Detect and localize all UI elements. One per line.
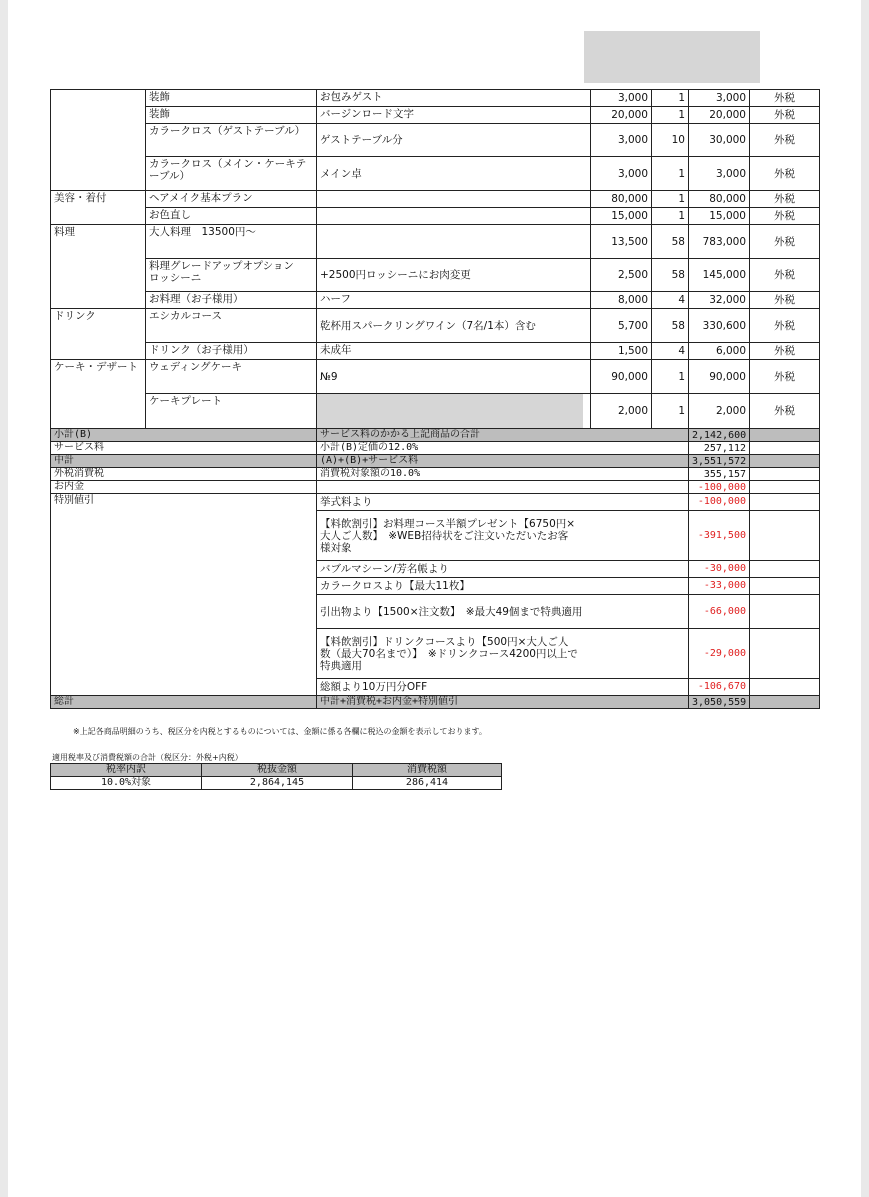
unit-price: 1,500 <box>591 343 652 360</box>
item-name: お色直し <box>146 208 317 225</box>
tax-type: 外税 <box>750 191 820 208</box>
quantity: 1 <box>652 360 689 394</box>
item-detail: +2500円ロッシーニにお肉変更 <box>317 259 591 292</box>
subtotal-row <box>51 429 820 442</box>
item-name: ドリンク（お子様用） <box>146 343 317 360</box>
outer-tax-row <box>51 468 820 481</box>
total-desc: 中計+消費税+お内金+特別値引 <box>317 696 689 709</box>
header-cell: 消費税額 <box>353 764 502 777</box>
item-name: 装飾 <box>146 107 317 124</box>
tax-type: 外税 <box>750 343 820 360</box>
line-amount: 783,000 <box>689 225 750 259</box>
discount-amount: -100,000 <box>689 494 750 511</box>
empty-cell <box>750 595 820 629</box>
service-amount: 257,112 <box>689 442 750 455</box>
empty-cell <box>750 511 820 561</box>
unit-price: 3,000 <box>591 124 652 157</box>
item-detail: №9 <box>317 360 591 394</box>
empty-cell <box>750 481 820 494</box>
unit-price: 80,000 <box>591 191 652 208</box>
tax-type: 外税 <box>750 309 820 343</box>
discount-row <box>51 494 820 511</box>
subtotal-label: 小計(B) <box>51 429 317 442</box>
discount-amount: -30,000 <box>689 561 750 578</box>
deposit-desc <box>317 481 689 494</box>
service-desc: 小計(B)定価の12.0% <box>317 442 689 455</box>
item-row <box>51 208 820 225</box>
page-frame-right <box>861 0 869 1197</box>
empty-cell <box>750 429 820 442</box>
empty-cell <box>750 696 820 709</box>
quantity: 4 <box>652 292 689 309</box>
tax-amount-cell: 286,414 <box>353 777 502 790</box>
unit-price: 3,000 <box>591 90 652 107</box>
discount-desc: 引出物より【1500×注文数】 ※最大49個まで特典適用 <box>317 595 689 629</box>
deposit-row <box>51 481 820 494</box>
item-row <box>51 292 820 309</box>
header-cell: 税率内訳 <box>51 764 202 777</box>
item-name: ウェディングケーキ <box>146 360 317 394</box>
line-amount: 32,000 <box>689 292 750 309</box>
item-detail: バージンロード文字 <box>317 107 591 124</box>
tax-rate-cell: 10.0%対象 <box>51 777 202 790</box>
category-cell: 美容・着付 <box>51 191 146 225</box>
empty-cell <box>750 455 820 468</box>
discount-amount: -33,000 <box>689 578 750 595</box>
empty-cell <box>750 679 820 696</box>
tax-type: 外税 <box>750 259 820 292</box>
unit-price: 3,000 <box>591 157 652 191</box>
pre-tax-amount-cell: 2,864,145 <box>202 777 353 790</box>
item-detail: お包みゲスト <box>317 90 591 107</box>
tax-summary-caption: 適用税率及び消費税額の合計（税区分：外税+内税） <box>52 753 243 762</box>
tax-type: 外税 <box>750 292 820 309</box>
header-cell: 税抜金額 <box>202 764 353 777</box>
empty-cell <box>750 629 820 679</box>
tax-type: 外税 <box>750 360 820 394</box>
discount-desc: 総額より10万円分OFF <box>317 679 689 696</box>
total-row <box>51 696 820 709</box>
item-name: 大人料理 13500円～ <box>146 225 317 259</box>
discount-amount: -391,500 <box>689 511 750 561</box>
empty-cell <box>750 468 820 481</box>
unit-price: 2,500 <box>591 259 652 292</box>
tax-summary-row <box>51 777 502 790</box>
item-name: カラークロス（ゲストテーブル） <box>146 124 317 157</box>
midtotal-amount: 3,551,572 <box>689 455 750 468</box>
quantity: 1 <box>652 208 689 225</box>
empty-cell <box>750 442 820 455</box>
line-amount: 90,000 <box>689 360 750 394</box>
quantity: 58 <box>652 259 689 292</box>
item-row <box>51 225 820 259</box>
tax-type: 外税 <box>750 90 820 107</box>
subtotal-desc: サービス料のかかる上記商品の合計 <box>317 429 689 442</box>
total-amount: 3,050,559 <box>689 696 750 709</box>
deposit-amount: -100,000 <box>689 481 750 494</box>
unit-price: 20,000 <box>591 107 652 124</box>
item-row <box>51 394 820 429</box>
line-amount: 6,000 <box>689 343 750 360</box>
category-cell: ドリンク <box>51 309 146 360</box>
quantity: 1 <box>652 107 689 124</box>
empty-cell <box>750 494 820 511</box>
tax-type: 外税 <box>750 394 820 429</box>
discount-desc: バブルマシーン/芳名帳より <box>317 561 689 578</box>
line-amount: 80,000 <box>689 191 750 208</box>
outer-tax-desc: 消費税対象額の10.0% <box>317 468 689 481</box>
line-amount: 3,000 <box>689 157 750 191</box>
page-frame-left <box>0 0 8 1197</box>
tax-type: 外税 <box>750 208 820 225</box>
quantity: 1 <box>652 394 689 429</box>
quantity: 58 <box>652 309 689 343</box>
line-amount: 3,000 <box>689 90 750 107</box>
service-row <box>51 442 820 455</box>
special-discount-label: 特別値引 <box>51 494 317 696</box>
item-row <box>51 309 820 343</box>
midtotal-row <box>51 455 820 468</box>
outer-tax-amount: 355,157 <box>689 468 750 481</box>
unit-price: 2,000 <box>591 394 652 429</box>
tax-summary-header <box>51 764 502 777</box>
item-row <box>51 191 820 208</box>
item-detail: メイン卓 <box>317 157 591 191</box>
invoice-table <box>50 89 820 709</box>
item-detail: 未成年 <box>317 343 591 360</box>
item-detail-redacted <box>317 394 591 429</box>
empty-cell <box>750 578 820 595</box>
item-name: ヘアメイク基本プラン <box>146 191 317 208</box>
quantity: 1 <box>652 191 689 208</box>
item-name: お料理（お子様用） <box>146 292 317 309</box>
redacted-block <box>317 394 583 428</box>
quantity: 1 <box>652 157 689 191</box>
line-amount: 145,000 <box>689 259 750 292</box>
midtotal-desc: (A)+(B)+サービス料 <box>317 455 689 468</box>
unit-price: 5,700 <box>591 309 652 343</box>
item-row <box>51 107 820 124</box>
unit-price: 15,000 <box>591 208 652 225</box>
item-detail: 乾杯用スパークリングワイン（7名/1本）含む <box>317 309 591 343</box>
category-cell: ケーキ・デザート <box>51 360 146 429</box>
category-cell: 料理 <box>51 225 146 309</box>
tax-summary-table <box>50 763 502 790</box>
item-name: 装飾 <box>146 90 317 107</box>
discount-desc: 【料飲割引】ドリンクコースより【500円×大人ご人数（最大70名まで）】 ※ドリンクコース4200円以上で特典適用 <box>317 629 689 679</box>
item-detail: ゲストテーブル分 <box>317 124 591 157</box>
item-row <box>51 259 820 292</box>
midtotal-label: 中計 <box>51 455 317 468</box>
item-name: エシカルコース <box>146 309 317 343</box>
subtotal-amount: 2,142,600 <box>689 429 750 442</box>
discount-amount: -106,670 <box>689 679 750 696</box>
line-amount: 20,000 <box>689 107 750 124</box>
item-row <box>51 360 820 394</box>
line-amount: 15,000 <box>689 208 750 225</box>
tax-type: 外税 <box>750 225 820 259</box>
item-name: ケーキプレート <box>146 394 317 429</box>
item-detail <box>317 208 591 225</box>
discount-desc: 挙式料より <box>317 494 689 511</box>
item-row <box>51 90 820 107</box>
discount-desc: 【料飲割引】お料理コース半額プレゼント【6750円×大人ご人数】 ※WEB招待状をご注文いただいたお客様対象 <box>317 511 689 561</box>
tax-type: 外税 <box>750 107 820 124</box>
item-name: カラークロス（メイン・ケーキテーブル） <box>146 157 317 191</box>
item-detail <box>317 225 591 259</box>
item-detail <box>317 191 591 208</box>
quantity: 58 <box>652 225 689 259</box>
discount-desc: カラークロスより【最大11枚】 <box>317 578 689 595</box>
tax-type: 外税 <box>750 157 820 191</box>
outer-tax-label: 外税消費税 <box>51 468 317 481</box>
footnote: ※上記各商品明細のうち、税区分を内税とするものについては、金額に係る各欄に税込の金額を表示しております。 <box>73 727 487 736</box>
line-amount: 2,000 <box>689 394 750 429</box>
category-cell <box>51 90 146 191</box>
item-row <box>51 124 820 157</box>
empty-cell <box>750 561 820 578</box>
discount-amount: -66,000 <box>689 595 750 629</box>
total-label: 総計 <box>51 696 317 709</box>
item-detail: ハーフ <box>317 292 591 309</box>
unit-price: 8,000 <box>591 292 652 309</box>
unit-price: 90,000 <box>591 360 652 394</box>
discount-amount: -29,000 <box>689 629 750 679</box>
deposit-label: お内金 <box>51 481 317 494</box>
line-amount: 30,000 <box>689 124 750 157</box>
line-amount: 330,600 <box>689 309 750 343</box>
item-row <box>51 157 820 191</box>
item-row <box>51 343 820 360</box>
item-name: 料理グレードアップオプション ロッシーニ <box>146 259 317 292</box>
service-label: サービス料 <box>51 442 317 455</box>
tax-type: 外税 <box>750 124 820 157</box>
redacted-block-top <box>584 31 760 83</box>
quantity: 4 <box>652 343 689 360</box>
quantity: 10 <box>652 124 689 157</box>
unit-price: 13,500 <box>591 225 652 259</box>
quantity: 1 <box>652 90 689 107</box>
